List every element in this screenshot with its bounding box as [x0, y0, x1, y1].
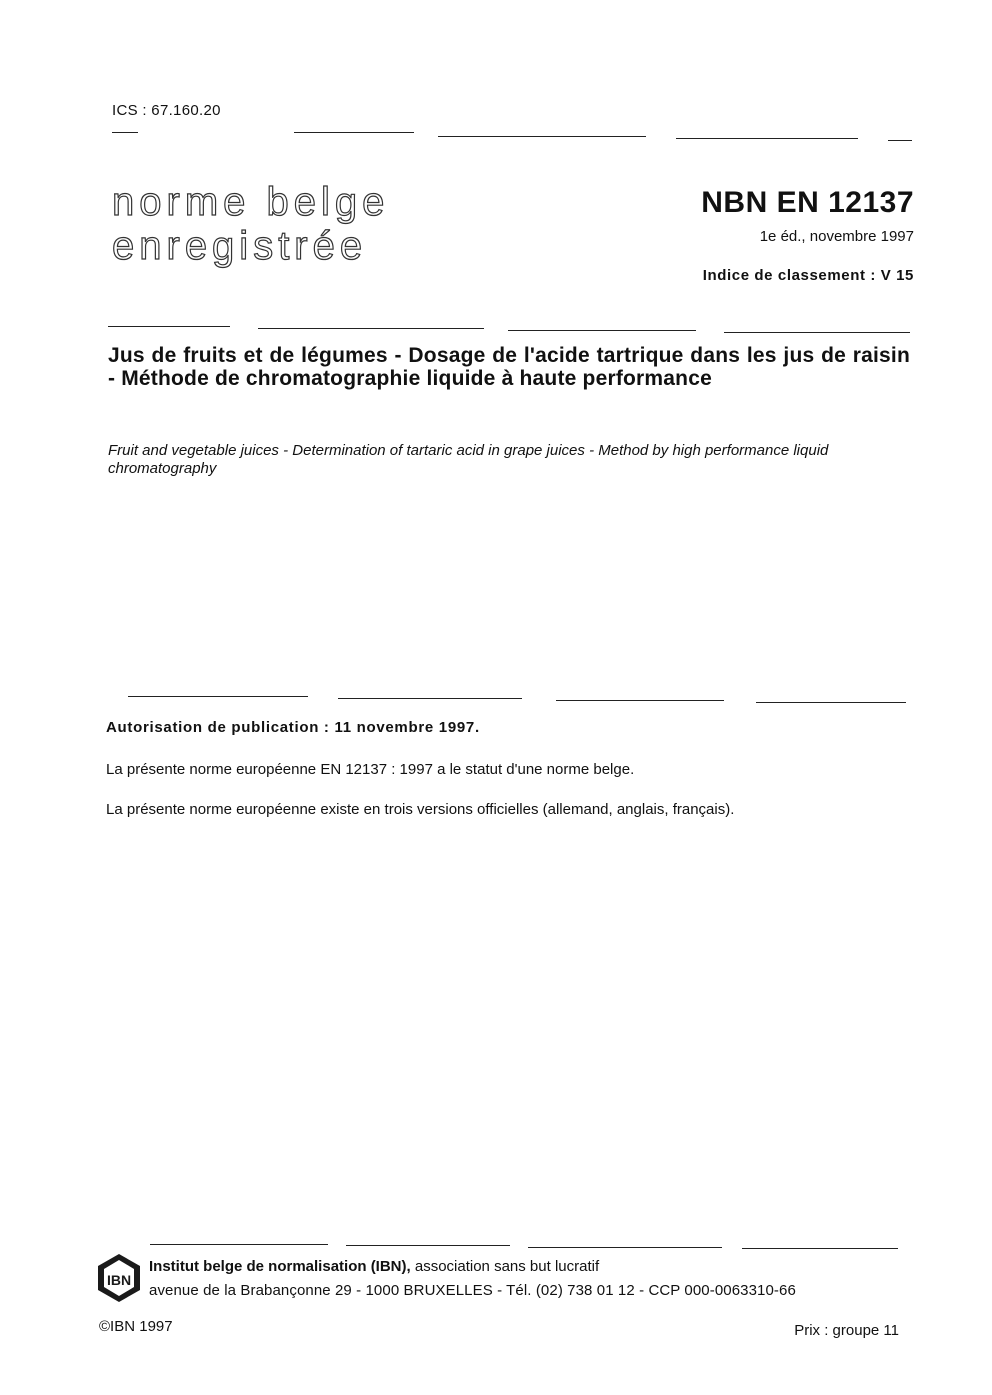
- brand-line-2: enregistrée: [112, 224, 368, 268]
- copyright: ©IBN 1997: [99, 1318, 173, 1335]
- rule: [112, 132, 138, 133]
- brand-line-1: norme belge: [112, 180, 390, 224]
- rule: [338, 698, 522, 699]
- rule: [108, 326, 230, 327]
- rule: [508, 330, 696, 331]
- institute-line: [149, 1258, 599, 1275]
- institute-type: association sans but lucratif: [410, 1258, 600, 1275]
- rule: [150, 1244, 328, 1245]
- rule: [742, 1248, 898, 1249]
- rule: [346, 1245, 510, 1246]
- rule: [724, 332, 910, 333]
- rule: [756, 702, 906, 703]
- logo-text: IBN: [106, 1272, 132, 1288]
- ibn-logo-icon: [96, 1252, 142, 1304]
- rule: [258, 328, 484, 329]
- ics-code: ICS : 67.160.20: [112, 102, 221, 119]
- classification-index: Indice de classement : V 15: [702, 267, 914, 284]
- rule: [438, 136, 646, 137]
- standard-number: NBN EN 12137: [701, 186, 914, 219]
- institute-name: Institut belge de normalisation (IBN),: [149, 1258, 411, 1275]
- status-statement: La présente norme européenne EN 12137 : 1997 a le statut d'une norme belge.: [106, 761, 635, 778]
- title-english: Fruit and vegetable juices - Determination of tartaric acid in grape juices - Method by high performance liquid chromatography: [108, 442, 829, 477]
- rule: [556, 700, 724, 701]
- rule: [676, 138, 858, 139]
- institute-address: avenue de la Brabançonne 29 - 1000 BRUXELLES - Tél. (02) 738 01 12 - CCP 000-0063310-66: [149, 1282, 796, 1299]
- rule: [128, 696, 308, 697]
- versions-statement: La présente norme européenne existe en trois versions officielles (allemand, anglais, français).: [106, 801, 735, 818]
- title-french: Jus de fruits et de légumes - Dosage de l'acide tartrique dans les jus de raisin - Méthode de chromatographie liquide à haute performance: [108, 344, 910, 390]
- rule: [528, 1247, 722, 1248]
- price-group: Prix : groupe 11: [794, 1322, 899, 1339]
- rule: [888, 140, 912, 141]
- rule: [294, 132, 414, 133]
- publication-authorization: Autorisation de publication : 11 novembre 1997.: [106, 719, 480, 736]
- edition-date: 1e éd., novembre 1997: [759, 228, 914, 245]
